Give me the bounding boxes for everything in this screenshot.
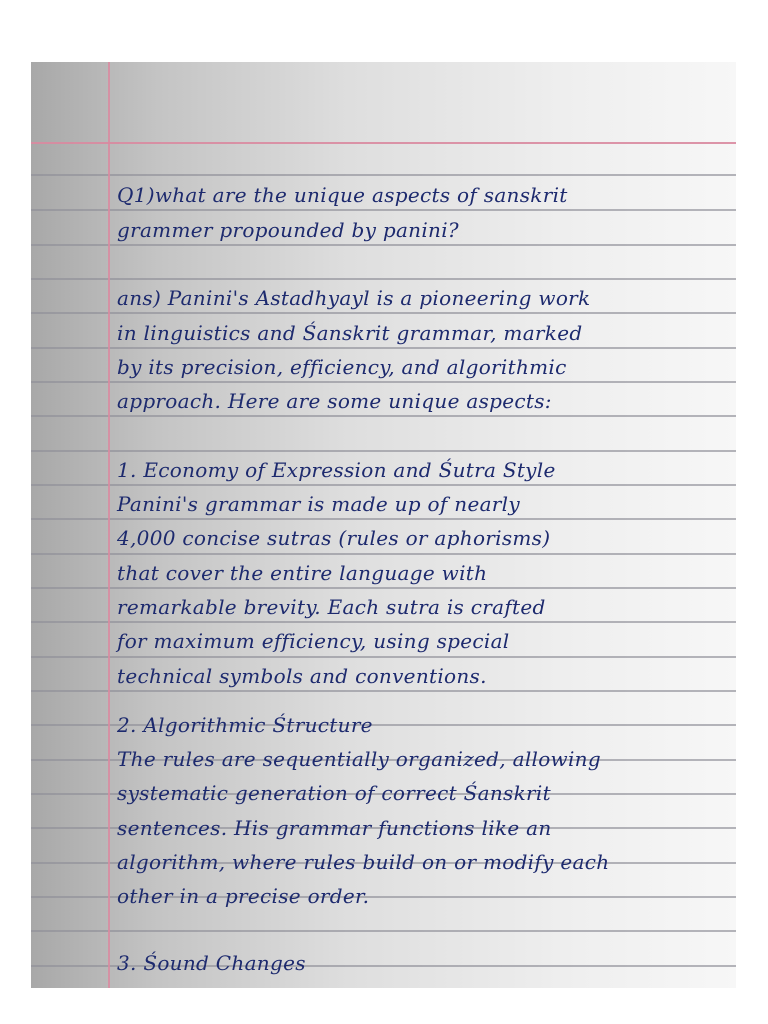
ruled-line — [31, 278, 736, 280]
section-1-line-3: that cover the entire language with — [117, 561, 488, 585]
section-1-line-6: technical symbols and conventions. — [117, 664, 487, 688]
section-2-line-2: systematic generation of correct Śanskrit — [117, 781, 551, 805]
section-2-heading: 2. Algorithmic Śtructure — [117, 713, 373, 737]
section-1-line-4: remarkable brevity. Each sutra is crafted — [117, 595, 546, 619]
section-2-line-5: other in a precise order. — [117, 884, 370, 908]
section-3-heading: 3. Śound Changes — [117, 951, 306, 975]
section-2-line-4: algorithm, where rules build on or modify each — [117, 850, 610, 874]
section-1-line-1: Panini's grammar is made up of nearly — [117, 492, 520, 516]
answer-line-1: ans) Panini's Astadhyayl is a pioneering work — [117, 286, 591, 310]
ruled-line — [31, 174, 736, 176]
section-1-heading: 1. Economy of Expression and Śutra Style — [117, 458, 556, 482]
ruled-line — [31, 656, 736, 658]
answer-line-2: in linguistics and Śanskrit grammar, marked — [117, 321, 583, 345]
section-1-line-2: 4,000 concise sutras (rules or aphorisms) — [117, 526, 551, 550]
ruled-line — [31, 450, 736, 452]
answer-line-4: approach. Here are some unique aspects: — [117, 389, 552, 413]
section-2-line-3: sentences. His grammar functions like an — [117, 816, 552, 840]
margin-line — [108, 62, 110, 988]
header-rule — [31, 142, 736, 144]
ruled-line — [31, 553, 736, 555]
section-2-line-1: The rules are sequentially organized, allowing — [117, 747, 601, 771]
question-line-2: grammer propounded by panini? — [117, 218, 459, 242]
section-1-line-5: for maximum efficiency, using special — [117, 629, 510, 653]
question-line-1: Q1)what are the unique aspects of sanskrit — [117, 183, 568, 207]
ruled-line — [31, 930, 736, 932]
notebook-page — [31, 62, 736, 988]
answer-line-3: by its precision, efficiency, and algorithmic — [117, 355, 567, 379]
